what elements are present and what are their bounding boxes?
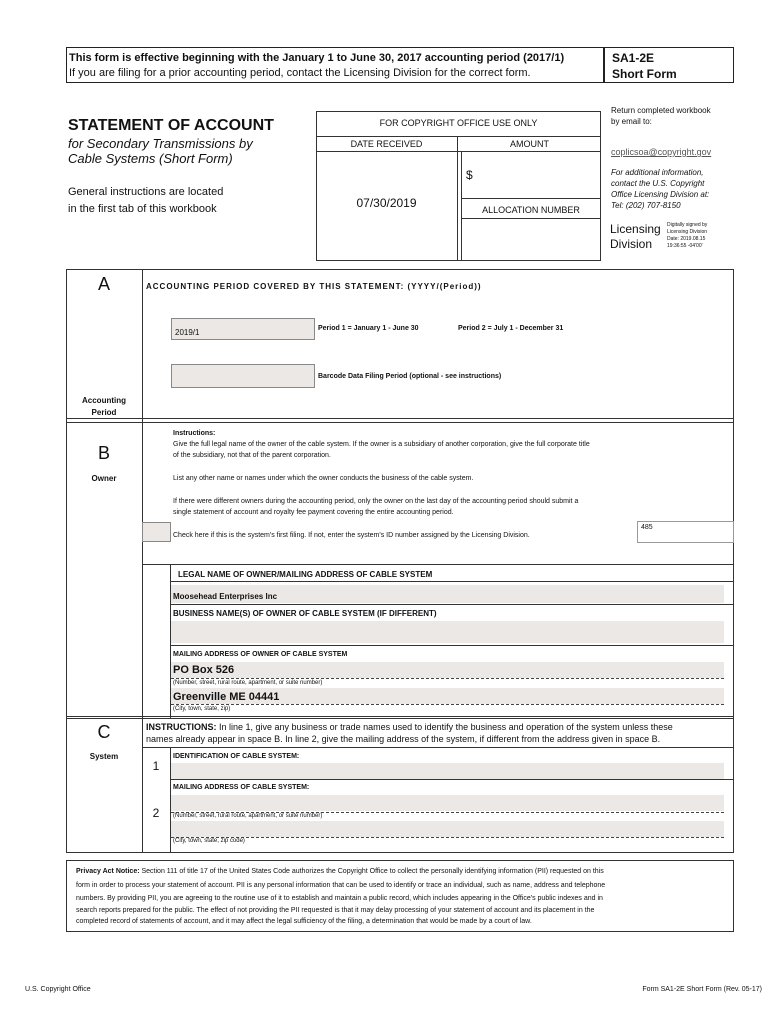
section-b-letter: B bbox=[97, 443, 110, 463]
period-1-note: Period 1 = January 1 - June 30 bbox=[318, 325, 419, 332]
general-instructions-2: in the first tab of this workbook bbox=[68, 203, 217, 215]
footer-office: U.S. Copyright Office bbox=[25, 986, 91, 993]
first-filing-label: Check here if this is the system's first filing. If not, enter the system's ID number assigned by the Licensing Division. bbox=[173, 532, 530, 539]
divider bbox=[66, 716, 734, 717]
signature-detail-2: Licensing Division bbox=[667, 229, 708, 235]
system-identification-input[interactable] bbox=[171, 763, 724, 779]
signature-detail-1: Digitally signed by bbox=[667, 222, 708, 228]
system-line-1-number: 1 bbox=[152, 759, 160, 773]
office-use-box bbox=[316, 111, 601, 261]
divider bbox=[171, 704, 724, 705]
system-id-value: 485 bbox=[641, 524, 653, 531]
business-name-label: BUSINESS NAME(S) OF OWNER OF CABLE SYSTEM (IF DIFFERENT) bbox=[173, 609, 437, 618]
section-c-label: System bbox=[89, 752, 119, 761]
divider bbox=[461, 198, 601, 199]
system-instructions-text: In line 1, give any business or trade names used to identify the business and operation of the system unless these bbox=[216, 722, 673, 732]
form-code: SA1-2E bbox=[612, 51, 655, 65]
owner-city-value: Greenville ME 04441 bbox=[173, 691, 280, 703]
divider bbox=[316, 136, 601, 137]
barcode-period-label: Barcode Data Filing Period (optional - see instructions) bbox=[318, 373, 502, 380]
privacy-line-3: numbers. By providing PII, you are agreeing to the routine use of it to establish and maintain a public record, which includes appearing in the Office's public indexes and in bbox=[76, 895, 603, 902]
section-a-letter: A bbox=[97, 274, 110, 294]
divider bbox=[171, 837, 724, 838]
legal-name-value: Moosehead Enterprises Inc bbox=[173, 592, 278, 601]
date-received-label: DATE RECEIVED bbox=[350, 139, 423, 149]
system-identification-label: IDENTIFICATION OF CABLE SYSTEM: bbox=[173, 753, 300, 760]
allocation-number-label: ALLOCATION NUMBER bbox=[482, 205, 580, 215]
office-use-heading: FOR COPYRIGHT OFFICE USE ONLY bbox=[379, 118, 538, 128]
legal-name-label: LEGAL NAME OF OWNER/MAILING ADDRESS OF CABLE SYSTEM bbox=[178, 570, 433, 579]
divider bbox=[170, 779, 734, 780]
return-instructions-1: Return completed workbook bbox=[611, 106, 711, 115]
footer-form-revision: Form SA1-2E Short Form (Rev. 05-17) bbox=[642, 986, 762, 993]
system-instructions-1 bbox=[146, 722, 673, 732]
divider bbox=[316, 151, 601, 152]
divider bbox=[171, 678, 724, 679]
return-instructions-2: by email to: bbox=[611, 117, 652, 126]
page-subtitle-1: for Secondary Transmissions by bbox=[68, 136, 253, 151]
divider bbox=[66, 422, 734, 423]
first-filing-checkbox[interactable] bbox=[142, 522, 171, 542]
section-c-letter: C bbox=[97, 722, 111, 742]
system-city-input[interactable] bbox=[171, 821, 724, 837]
section-a-heading: ACCOUNTING PERIOD COVERED BY THIS STATEMENT: (YYYY/(Period)) bbox=[146, 282, 482, 291]
system-instructions-bold: INSTRUCTIONS: bbox=[146, 722, 217, 732]
amount-label: AMOUNT bbox=[510, 139, 549, 149]
general-instructions-1: General instructions are located bbox=[68, 186, 224, 198]
privacy-line-4: search reports prepared for the public. The effect of not providing the PII requested is that it may delay processing of your statement of account and its placement in the bbox=[76, 907, 595, 914]
form-type: Short Form bbox=[612, 67, 677, 81]
owner-instruction-1: Give the full legal name of the owner of the cable system. If the owner is a subsidiary of another corporation, give the full corporate title bbox=[173, 441, 590, 448]
owner-city-hint: (City, town, state, zip) bbox=[173, 706, 231, 712]
signature-detail-4: 19:36:55 -04'00' bbox=[667, 243, 703, 249]
divider bbox=[461, 218, 601, 219]
owner-street-hint: (Number, street, rural route, apartment, or suite number) bbox=[173, 680, 323, 686]
privacy-notice-heading: Privacy Act Notice: bbox=[76, 868, 140, 875]
owner-instruction-5: single statement of account and royalty fee payment covering the entire accounting period. bbox=[173, 509, 454, 516]
business-name-input[interactable] bbox=[171, 621, 724, 643]
section-b-label: Owner bbox=[91, 474, 117, 483]
privacy-text-1: Section 111 of title 17 of the United States Code authorizes the Copyright Office to collect the personally identifying information (PII) requested on this bbox=[139, 868, 604, 875]
system-line-2-number: 2 bbox=[152, 806, 160, 820]
divider bbox=[170, 645, 734, 646]
owner-street-input[interactable] bbox=[171, 662, 724, 678]
system-instructions-2: names already appear in space B. In line 2, give the mailing address of the system, if different from the address given in space B. bbox=[146, 734, 661, 744]
signature-name-2: Division bbox=[610, 237, 653, 251]
divider bbox=[66, 418, 734, 419]
section-a-label-1: Accounting bbox=[82, 396, 126, 405]
owner-instructions-heading: Instructions: bbox=[173, 430, 216, 437]
contact-info-3: Office Licensing Division at: bbox=[611, 190, 710, 199]
owner-instruction-2: of the subsidiary, not that of the parent corporation. bbox=[173, 452, 331, 459]
contact-info-1: For additional information, bbox=[611, 168, 704, 177]
divider bbox=[142, 747, 734, 748]
owner-mailing-label: MAILING ADDRESS OF OWNER OF CABLE SYSTEM bbox=[173, 651, 348, 658]
signature-name-1: Licensing bbox=[610, 222, 661, 236]
divider bbox=[170, 581, 734, 582]
system-mailing-label: MAILING ADDRESS OF CABLE SYSTEM: bbox=[173, 784, 310, 791]
privacy-line-5: completed record of statements of account, and it may affect the legal sufficiency of the filing, a determination that would be made by a court of law. bbox=[76, 918, 532, 925]
divider bbox=[170, 604, 734, 605]
divider bbox=[457, 136, 458, 261]
page-subtitle-2: Cable Systems (Short Form) bbox=[68, 151, 233, 166]
date-received-value: 07/30/2019 bbox=[356, 196, 417, 210]
privacy-line-1 bbox=[76, 868, 604, 875]
divider bbox=[66, 718, 734, 719]
page-title: STATEMENT OF ACCOUNT bbox=[68, 117, 274, 134]
system-city-hint: (City, town, state, zip code) bbox=[173, 838, 245, 844]
email-link[interactable]: coplicsoa@copyright.gov bbox=[611, 147, 712, 157]
contact-phone: Tel: (202) 707-8150 bbox=[611, 201, 681, 210]
privacy-line-2: form in order to process your statement of account. PII is any personal information that can be used to identify or trace an individual, such as name, address and telephone bbox=[76, 882, 606, 889]
contact-info-2: contact the U.S. Copyright bbox=[611, 179, 705, 188]
owner-instruction-4: If there were different owners during the accounting period, only the owner on the last day of the accounting period should submit a bbox=[173, 498, 579, 505]
barcode-period-input[interactable] bbox=[171, 364, 315, 388]
accounting-period-value: 2019/1 bbox=[175, 328, 200, 337]
owner-street-value: PO Box 526 bbox=[173, 664, 235, 676]
prior-period-notice: If you are filing for a prior accounting period, contact the Licensing Division for the correct form. bbox=[69, 67, 531, 79]
effective-notice: This form is effective beginning with the January 1 to June 30, 2017 accounting period (2017/1) bbox=[69, 52, 565, 64]
system-street-input[interactable] bbox=[171, 795, 724, 811]
owner-instruction-3: List any other name or names under which the owner conducts the business of the cable system. bbox=[173, 475, 474, 482]
system-street-hint: (Number, street, rural route, apartment, or suite number) bbox=[173, 813, 323, 819]
section-a-label-2: Period bbox=[91, 408, 117, 417]
period-2-note: Period 2 = July 1 - December 31 bbox=[458, 325, 564, 332]
signature-detail-3: Date: 2019.08.15 bbox=[667, 236, 706, 242]
amount-dollar-sign: $ bbox=[466, 168, 473, 182]
divider bbox=[142, 564, 734, 565]
